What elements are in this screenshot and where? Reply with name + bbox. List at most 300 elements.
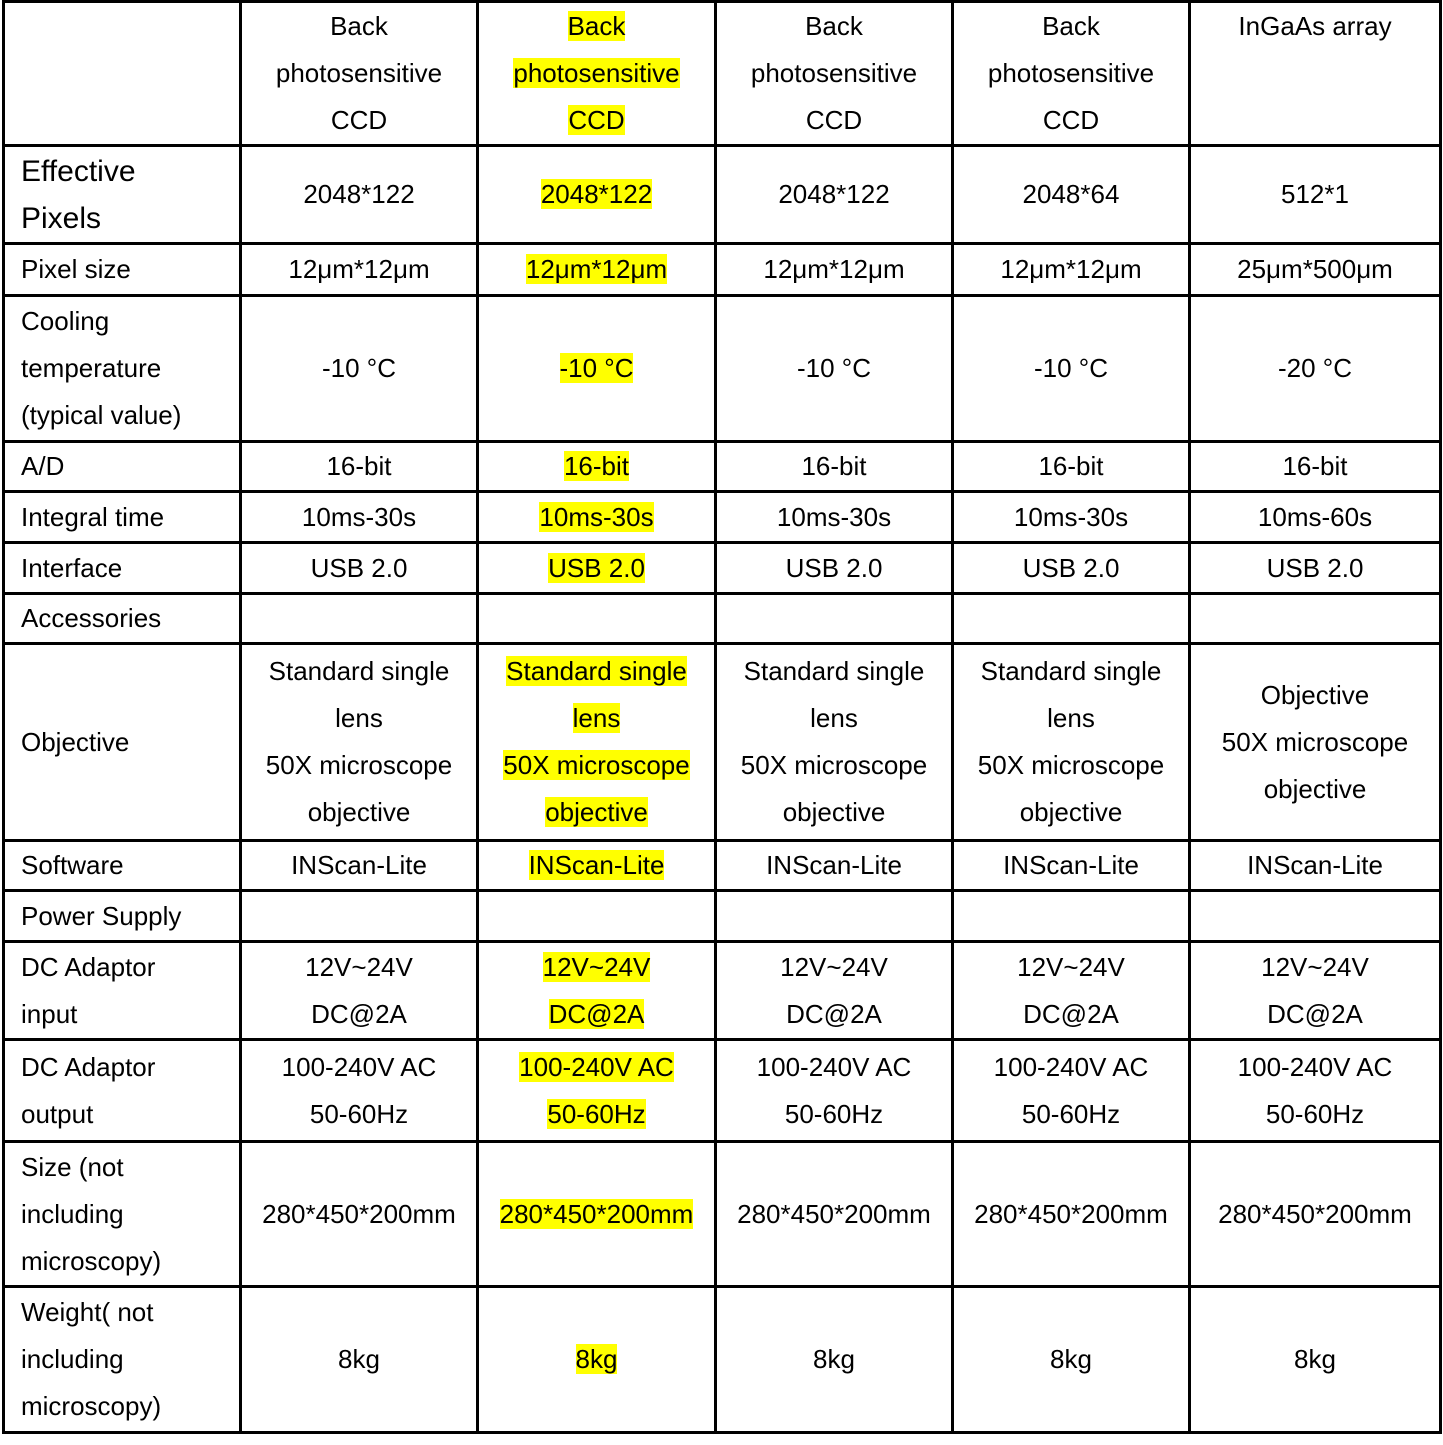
cell-line — [960, 443, 1182, 490]
cell-line — [248, 1191, 470, 1238]
cell-text: lens — [1047, 703, 1095, 733]
cell-line — [485, 1336, 708, 1383]
cell-line — [960, 695, 1182, 742]
cell-text: 12V~24V — [305, 951, 413, 982]
table-cell — [478, 1287, 716, 1433]
cell-text: lens — [810, 703, 858, 733]
cell-text: Standard single — [743, 656, 925, 686]
cell-text: Interface — [21, 552, 123, 583]
cell-text: 50X microscope — [265, 750, 453, 780]
cell-text: Software — [21, 850, 124, 880]
cell-text: -10 °C — [1034, 353, 1108, 383]
cell-line — [960, 50, 1182, 97]
table-cell — [953, 1142, 1190, 1287]
cell-line — [248, 789, 470, 836]
table-row — [4, 296, 1441, 442]
cell-line — [485, 695, 708, 742]
cell-text: photosensitive — [750, 58, 918, 88]
cell-line — [960, 246, 1182, 293]
table-row — [4, 644, 1441, 841]
cell-line — [723, 1044, 945, 1091]
cell-text: 50-60Hz — [784, 1098, 884, 1129]
cell-line — [1197, 672, 1433, 719]
cell-text: 10ms-30s — [776, 501, 892, 532]
table-cell — [716, 841, 953, 891]
cell-line — [723, 345, 945, 392]
cell-text: DC@2A — [1023, 998, 1119, 1029]
cell-text: Standard single — [268, 656, 450, 686]
cell-text: 50-60Hz — [309, 1098, 409, 1129]
cell-line — [485, 789, 708, 836]
highlighted-text: 2048*122 — [540, 179, 653, 209]
cell-text: 100-240V AC — [756, 1051, 912, 1082]
cell-text: 2048*122 — [778, 179, 890, 209]
cell-text: CCD — [805, 105, 863, 135]
table-cell — [1190, 442, 1441, 492]
cell-text: A/D — [21, 451, 65, 481]
cell-line — [723, 789, 945, 836]
cell-line — [248, 1336, 470, 1383]
cell-line — [1197, 719, 1433, 766]
cell-line — [248, 443, 470, 490]
table-cell — [716, 1287, 953, 1433]
cell-text: 10ms-60s — [1257, 501, 1373, 532]
table-cell — [716, 1040, 953, 1142]
table-cell — [1190, 1287, 1441, 1433]
table-cell — [716, 244, 953, 296]
cell-line — [960, 545, 1182, 592]
cell-line — [723, 443, 945, 490]
table-cell — [241, 644, 478, 841]
spec-table — [2, 0, 1442, 1434]
table-row — [4, 442, 1441, 492]
cell-line — [485, 97, 708, 144]
cell-line — [723, 97, 945, 144]
table-cell — [1190, 942, 1441, 1040]
table-cell — [478, 296, 716, 442]
table-cell — [241, 1142, 478, 1287]
table-cell — [953, 1040, 1190, 1142]
cell-text: DC@2A — [786, 998, 882, 1029]
cell-line — [960, 1336, 1182, 1383]
cell-text: 100-240V AC — [281, 1051, 437, 1082]
row-label — [4, 296, 241, 442]
cell-text: Pixels — [21, 201, 102, 235]
cell-text: 512*1 — [1281, 179, 1349, 209]
cell-line — [960, 789, 1182, 836]
highlighted-text: 50-60Hz — [547, 1098, 646, 1129]
cell-text: 10ms-30s — [301, 501, 417, 532]
cell-line — [21, 345, 233, 392]
cell-line — [248, 944, 470, 991]
cell-text: DC@2A — [311, 998, 407, 1029]
table-cell — [478, 644, 716, 841]
table-cell — [953, 891, 1190, 942]
cell-text: objective — [1263, 773, 1367, 804]
table-cell — [953, 244, 1190, 296]
table-cell — [241, 492, 478, 543]
table-row — [4, 841, 1441, 891]
cell-line — [485, 842, 708, 889]
highlighted-text: USB 2.0 — [548, 552, 645, 583]
table-cell — [478, 891, 716, 942]
cell-line — [21, 719, 233, 766]
table-cell — [953, 543, 1190, 594]
cell-line — [485, 246, 708, 293]
cell-text: 12V~24V — [1017, 951, 1125, 982]
table-cell — [716, 1142, 953, 1287]
cell-line — [723, 648, 945, 695]
cell-line — [21, 1289, 233, 1336]
cell-line — [248, 1091, 470, 1138]
cell-line — [21, 195, 233, 242]
cell-line — [723, 944, 945, 991]
table-cell — [1190, 1142, 1441, 1287]
cell-text: input — [21, 998, 78, 1029]
cell-line — [248, 842, 470, 889]
row-label — [4, 841, 241, 891]
table-cell — [478, 543, 716, 594]
cell-line — [723, 1191, 945, 1238]
cell-line — [1197, 1044, 1433, 1091]
cell-line — [960, 1191, 1182, 1238]
header-cell — [953, 2, 1190, 146]
cell-text: Weight( not — [21, 1297, 154, 1327]
cell-text: 12μm*12μm — [1000, 254, 1142, 284]
table-cell — [1190, 244, 1441, 296]
table-row — [4, 1040, 1441, 1142]
highlighted-text: 12μm*12μm — [525, 254, 668, 284]
table-cell — [1190, 146, 1441, 244]
table-cell — [716, 146, 953, 244]
cell-line — [1197, 1191, 1433, 1238]
cell-line — [485, 1191, 708, 1238]
cell-line — [1197, 944, 1433, 991]
highlighted-text: CCD — [568, 105, 625, 135]
table-cell — [1190, 296, 1441, 442]
table-cell — [953, 644, 1190, 841]
table-cell — [241, 1040, 478, 1142]
cell-text: objective — [307, 797, 411, 827]
cell-line — [1197, 494, 1433, 541]
highlighted-text: lens — [572, 703, 621, 733]
cell-line — [960, 1091, 1182, 1138]
table-cell — [241, 543, 478, 594]
table-cell — [241, 296, 478, 442]
table-cell — [716, 442, 953, 492]
highlighted-text: 12V~24V — [542, 951, 651, 982]
cell-text: 280*450*200mm — [1218, 1198, 1412, 1229]
cell-line — [1197, 1091, 1433, 1138]
highlighted-text: photosensitive — [513, 58, 680, 88]
cell-text: lens — [335, 703, 383, 733]
highlighted-text: 8kg — [575, 1344, 618, 1374]
cell-text: INScan-Lite — [766, 850, 902, 880]
cell-text: including — [21, 1198, 124, 1229]
cell-text: InGaAs array — [1238, 11, 1392, 41]
cell-line — [248, 246, 470, 293]
cell-line — [723, 1091, 945, 1138]
cell-line — [21, 1336, 233, 1383]
cell-text: 100-240V AC — [1237, 1051, 1393, 1082]
table-cell — [241, 1287, 478, 1433]
header-row — [4, 2, 1441, 146]
cell-line — [21, 595, 233, 642]
cell-text: 50-60Hz — [1021, 1098, 1121, 1129]
cell-line — [248, 695, 470, 742]
row-label — [4, 442, 241, 492]
cell-line — [960, 171, 1182, 218]
table-cell — [241, 891, 478, 942]
table-cell — [953, 594, 1190, 644]
cell-line — [960, 345, 1182, 392]
table-body — [4, 2, 1441, 1433]
cell-text: CCD — [330, 105, 388, 135]
cell-text: Back — [1042, 11, 1100, 41]
highlighted-text: DC@2A — [548, 998, 645, 1029]
cell-text: Accessories — [21, 603, 162, 633]
table-cell — [953, 442, 1190, 492]
cell-text: objective — [782, 797, 886, 827]
table-cell — [953, 841, 1190, 891]
table-row — [4, 543, 1441, 594]
table-cell — [241, 841, 478, 891]
cell-text: INScan-Lite — [291, 850, 427, 880]
table-row — [4, 244, 1441, 296]
cell-line — [960, 3, 1182, 50]
table-cell — [953, 296, 1190, 442]
cell-line — [1197, 3, 1433, 50]
cell-line — [723, 991, 945, 1038]
cell-line — [21, 991, 233, 1038]
cell-line — [248, 1044, 470, 1091]
cell-line — [485, 443, 708, 490]
cell-text: 50X microscope — [740, 750, 928, 780]
cell-line — [485, 944, 708, 991]
table-row — [4, 1142, 1441, 1287]
highlighted-text: 100-240V AC — [519, 1051, 674, 1082]
cell-text: 25μm*500μm — [1237, 254, 1393, 284]
cell-line — [1197, 991, 1433, 1038]
cell-text: 10ms-30s — [1013, 501, 1129, 532]
cell-line — [723, 171, 945, 218]
cell-text: USB 2.0 — [1266, 552, 1364, 583]
table-cell — [478, 1142, 716, 1287]
cell-line — [21, 392, 233, 439]
cell-text: Objective — [1260, 679, 1370, 710]
table-cell — [716, 891, 953, 942]
table-row — [4, 891, 1441, 942]
cell-line — [21, 1044, 233, 1091]
table-cell — [241, 594, 478, 644]
cell-text: USB 2.0 — [785, 552, 883, 583]
header-cell — [478, 2, 716, 146]
cell-text: DC Adaptor — [21, 1051, 156, 1082]
cell-text: 50X microscope — [977, 750, 1165, 780]
cell-text: INScan-Lite — [1247, 850, 1383, 880]
cell-text: 100-240V AC — [993, 1051, 1149, 1082]
table-cell — [478, 146, 716, 244]
row-label — [4, 492, 241, 543]
table-cell — [478, 442, 716, 492]
cell-line — [21, 148, 233, 195]
cell-line — [21, 944, 233, 991]
header-cell — [1190, 2, 1441, 146]
table-cell — [953, 492, 1190, 543]
cell-line — [485, 1091, 708, 1138]
cell-text: USB 2.0 — [1022, 552, 1120, 583]
table-cell — [478, 942, 716, 1040]
cell-text: USB 2.0 — [310, 552, 408, 583]
row-label — [4, 1142, 241, 1287]
cell-text: 8kg — [1050, 1344, 1092, 1374]
cell-text: Pixel size — [21, 254, 131, 284]
cell-text: (typical value) — [21, 400, 182, 430]
highlighted-text: 16-bit — [563, 451, 630, 481]
table-cell — [478, 244, 716, 296]
cell-line — [21, 443, 233, 490]
table-cell — [1190, 543, 1441, 594]
row-label — [4, 1040, 241, 1142]
cell-line — [21, 494, 233, 541]
cell-line — [960, 1044, 1182, 1091]
table-row — [4, 942, 1441, 1040]
cell-line — [485, 648, 708, 695]
cell-line — [723, 3, 945, 50]
table-row — [4, 492, 1441, 543]
highlighted-text: Back — [567, 11, 626, 41]
row-label — [4, 594, 241, 644]
cell-text: Effective — [21, 154, 136, 188]
table-cell — [716, 942, 953, 1040]
table-row — [4, 594, 1441, 644]
cell-line — [485, 3, 708, 50]
table-cell — [478, 841, 716, 891]
table-cell — [716, 492, 953, 543]
cell-line — [1197, 345, 1433, 392]
cell-line — [723, 50, 945, 97]
cell-line — [21, 1091, 233, 1138]
cell-text: 16-bit — [1282, 451, 1348, 481]
row-label — [4, 942, 241, 1040]
cell-line — [485, 742, 708, 789]
table-cell — [1190, 644, 1441, 841]
cell-text: 12V~24V — [780, 951, 888, 982]
cell-line — [248, 742, 470, 789]
table-cell — [241, 942, 478, 1040]
cell-line — [960, 742, 1182, 789]
cell-text: 12μm*12μm — [288, 254, 430, 284]
row-label — [4, 146, 241, 244]
cell-line — [723, 842, 945, 889]
cell-text: microscopy) — [21, 1391, 162, 1421]
row-label — [4, 644, 241, 841]
table-cell — [1190, 492, 1441, 543]
cell-text: 8kg — [1294, 1344, 1336, 1374]
cell-text: 280*450*200mm — [737, 1198, 931, 1229]
cell-line — [21, 298, 233, 345]
cell-line — [1197, 1336, 1433, 1383]
table-cell — [716, 594, 953, 644]
highlighted-text: 10ms-30s — [539, 501, 654, 532]
cell-text: Objective — [21, 726, 130, 757]
cell-line — [485, 545, 708, 592]
row-label — [4, 244, 241, 296]
table-cell — [953, 146, 1190, 244]
cell-text: 12μm*12μm — [763, 254, 905, 284]
highlighted-text: 50X microscope — [503, 750, 690, 780]
cell-line — [723, 545, 945, 592]
highlighted-text: Standard single — [506, 656, 687, 686]
table-cell — [478, 594, 716, 644]
cell-line — [21, 893, 233, 940]
cell-line — [723, 246, 945, 293]
cell-line — [960, 944, 1182, 991]
cell-line — [1197, 766, 1433, 813]
table-cell — [1190, 1040, 1441, 1142]
cell-text: Size (not — [21, 1151, 124, 1182]
cell-text: 2048*122 — [303, 179, 415, 209]
header-cell — [241, 2, 478, 146]
cell-text: Back — [330, 11, 388, 41]
cell-text: objective — [1019, 797, 1123, 827]
cell-line — [248, 50, 470, 97]
table-cell — [716, 296, 953, 442]
cell-line — [248, 97, 470, 144]
cell-line — [248, 648, 470, 695]
table-cell — [1190, 594, 1441, 644]
cell-text: -20 °C — [1278, 353, 1352, 383]
table-cell — [478, 492, 716, 543]
cell-text: Back — [805, 11, 863, 41]
table-cell — [1190, 841, 1441, 891]
cell-text: photosensitive — [987, 58, 1155, 88]
cell-line — [485, 50, 708, 97]
header-cell — [716, 2, 953, 146]
cell-text: temperature — [21, 353, 162, 383]
table-cell — [716, 543, 953, 594]
cell-text: Integral time — [21, 501, 165, 532]
cell-text: 50-60Hz — [1265, 1098, 1365, 1129]
cell-line — [485, 494, 708, 541]
table-cell — [241, 244, 478, 296]
table-cell — [953, 942, 1190, 1040]
cell-line — [248, 545, 470, 592]
cell-line — [960, 991, 1182, 1038]
cell-text: Power Supply — [21, 900, 182, 931]
cell-line — [21, 1144, 233, 1191]
table-cell — [716, 644, 953, 841]
row-label — [4, 543, 241, 594]
cell-text: 16-bit — [326, 451, 392, 481]
cell-line — [1197, 171, 1433, 218]
cell-text: 280*450*200mm — [974, 1198, 1168, 1229]
cell-line — [723, 1336, 945, 1383]
cell-line — [1197, 545, 1433, 592]
row-label — [4, 891, 241, 942]
cell-line — [21, 1383, 233, 1430]
cell-text: DC Adaptor — [21, 951, 156, 982]
cell-line — [1197, 842, 1433, 889]
cell-line — [960, 494, 1182, 541]
table-cell — [241, 146, 478, 244]
cell-text: 16-bit — [801, 451, 867, 481]
cell-line — [21, 1238, 233, 1285]
cell-line — [1197, 246, 1433, 293]
cell-text: 16-bit — [1038, 451, 1104, 481]
table-cell — [241, 442, 478, 492]
table-row — [4, 146, 1441, 244]
